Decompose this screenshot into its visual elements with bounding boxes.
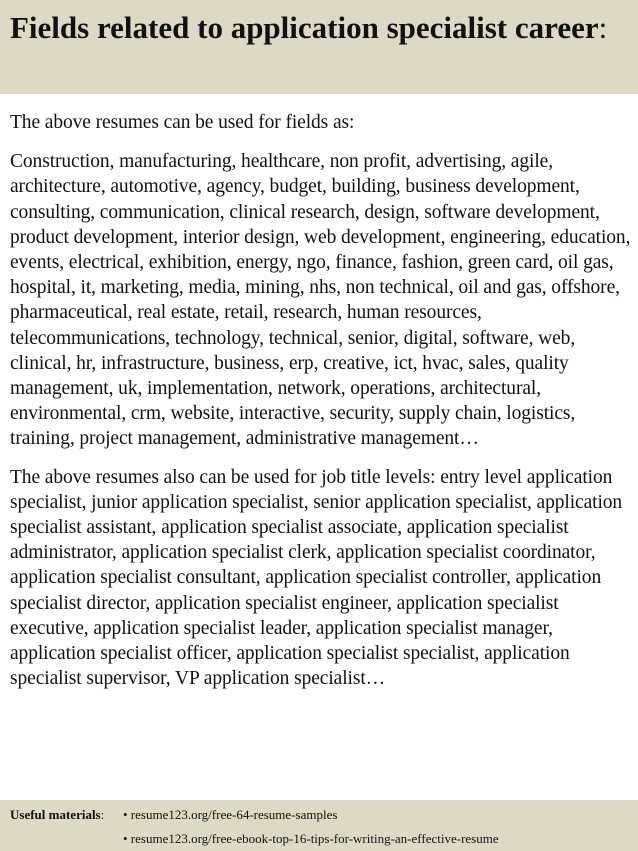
job-titles-paragraph: The above resumes also can be used for job title levels: entry level application specialist, junior application specialist, senior application specialist, application specialist assistant, application specialist associate, application specialist administrator, application specialist clerk, application specialist coordinator, application specialist consultant, application specialist controller, application specialist director, application specialist engineer, application specialist executive, application specialist leader, application specialist manager, application specialist officer, application specialist specialist, application specialist supervisor, VP application specialist… bbox=[10, 466, 623, 690]
resume-samples-link[interactable]: • resume123.org/free-64-resume-samples bbox=[123, 807, 338, 822]
useful-materials-links bbox=[123, 807, 499, 849]
page-title bbox=[10, 7, 630, 48]
useful-materials-label bbox=[10, 807, 104, 823]
useful-materials-text: Useful materials bbox=[10, 807, 101, 822]
main-content bbox=[10, 110, 634, 691]
intro-paragraph: The above resumes can be used for fields as: bbox=[10, 112, 355, 133]
page-title-colon: : bbox=[598, 10, 608, 45]
resume-ebook-link[interactable]: • resume123.org/free-ebook-top-16-tips-for-writing-an-effective-resume bbox=[123, 831, 499, 846]
page-title-text: Fields related to application specialist career bbox=[10, 10, 599, 45]
useful-materials-colon: : bbox=[100, 807, 105, 822]
fields-paragraph: Construction, manufacturing, healthcare, non profit, advertising, agile, architecture, automotive, agency, budget, building, business development, consulting, communication, clinical research, design, software development, product development, interior design, web development, engineering, education, events, electrical, exhibition, energy, ngo, finance, fashion, green card, oil gas, hospital, it, marketing, media, mining, nhs, non technical, oil and gas, offshore, pharmaceutical, real estate, retail, research, human resources, telecommunications, technology, technical, senior, digital, software, web, clinical, hr, infrastructure, business, erp, creative, ict, hvac, sales, quality management, uk, implementation, network, operations, architectural, environmental, crm, website, interactive, security, supply chain, logistics, training, project management, administrative management… bbox=[10, 151, 631, 450]
